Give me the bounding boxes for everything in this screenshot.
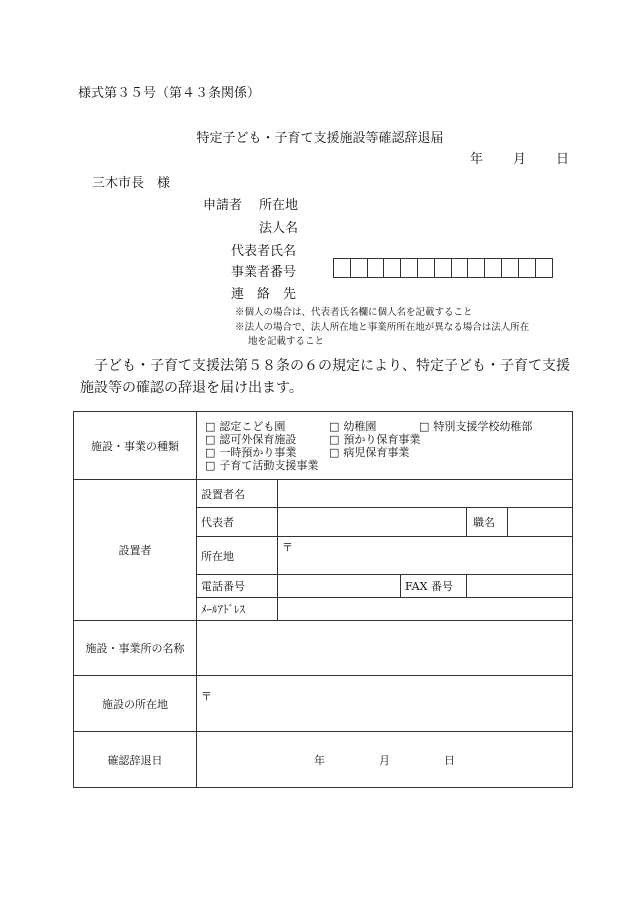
title-label: 職名 xyxy=(467,508,508,536)
checkbox-icon[interactable]: □ xyxy=(205,458,216,472)
type-option-label: 一時預かり事業 xyxy=(219,445,297,459)
email-field[interactable] xyxy=(278,598,573,621)
founder-name-field[interactable] xyxy=(278,480,573,508)
withdrawal-month-label: 月 xyxy=(379,753,390,767)
digit-box[interactable] xyxy=(334,259,351,277)
facility-type-options xyxy=(197,412,573,480)
type-option-label: 病児保育事業 xyxy=(343,445,410,459)
type-option-label: 特別支援学校幼稚部 xyxy=(433,419,533,433)
digit-box[interactable] xyxy=(452,259,469,277)
title-field[interactable] xyxy=(508,508,572,536)
phone-field[interactable] xyxy=(278,575,401,598)
postal-mark: 〒 xyxy=(201,690,212,703)
digit-box[interactable] xyxy=(368,259,385,277)
digit-box[interactable] xyxy=(384,259,401,277)
founder-name-row xyxy=(74,480,573,508)
date-month-label: 月 xyxy=(513,152,527,167)
digit-box[interactable] xyxy=(485,259,502,277)
founder-address-field[interactable] xyxy=(278,537,573,575)
facility-type-row xyxy=(74,412,573,480)
checkbox-icon[interactable]: □ xyxy=(329,432,340,446)
checkbox-icon[interactable]: □ xyxy=(205,432,216,446)
founder-address-label: 所在地 xyxy=(197,537,278,575)
facility-address-field[interactable] xyxy=(197,676,573,732)
type-option-label: 認可外保育施設 xyxy=(219,432,297,446)
digit-box[interactable] xyxy=(519,259,536,277)
withdrawal-form-table xyxy=(73,411,573,788)
checkbox-icon[interactable]: □ xyxy=(419,419,430,433)
digit-box[interactable] xyxy=(502,259,519,277)
corp-name-label: 法人名 xyxy=(259,221,299,236)
digit-box[interactable] xyxy=(435,259,452,277)
contact-label: 連 絡 先 xyxy=(231,287,297,302)
title-cell xyxy=(467,508,573,537)
note-corporation-cont: 地を記載すること xyxy=(248,336,325,347)
rep-name-label: 代表者氏名 xyxy=(231,244,297,259)
note-corporation: ※法人の場合で、法人所在地と事業所所在地が異なる場合は法人所在 xyxy=(235,322,530,333)
form-code: 様式第３５号（第４３条関係） xyxy=(78,86,261,101)
type-option-label: 預かり保育事業 xyxy=(343,432,421,446)
checkbox-icon[interactable]: □ xyxy=(329,445,340,459)
page-title: 特定子ども・子育て支援施設等確認辞退届 xyxy=(196,131,444,146)
facility-address-row xyxy=(74,676,573,732)
digit-box[interactable] xyxy=(536,259,553,277)
type-option-label: 認定こども園 xyxy=(219,419,286,433)
postal-mark: 〒 xyxy=(282,541,293,554)
statement-text: 子ども・子育て支援法第５８条の６の規定により、特定子ども・子育て支援施設等の確認の辞退を届け出ます。 xyxy=(80,358,570,396)
facility-type-label: 施設・事業の種類 xyxy=(74,412,197,480)
representative-field[interactable] xyxy=(278,508,467,537)
founder-label: 設置者 xyxy=(74,480,197,621)
digit-box[interactable] xyxy=(351,259,368,277)
withdrawal-year-label: 年 xyxy=(314,753,325,767)
representative-label: 代表者 xyxy=(197,508,278,537)
facility-name-label: 施設・事業所の名称 xyxy=(74,621,197,676)
digit-box[interactable] xyxy=(468,259,485,277)
submission-date xyxy=(470,148,569,167)
withdrawal-date-field[interactable] xyxy=(197,732,573,788)
email-label: ﾒｰﾙｱﾄﾞﾚｽ xyxy=(197,598,278,621)
founder-name-label: 設置者名 xyxy=(197,480,278,508)
fax-label: FAX 番号 xyxy=(401,575,467,598)
phone-label: 電話番号 xyxy=(197,575,278,598)
withdrawal-day-label: 日 xyxy=(444,753,455,767)
date-year-label: 年 xyxy=(470,152,484,167)
note-individual: ※個人の場合は、代表者氏名欄に個人名を記載すること xyxy=(235,307,473,318)
facility-name-field[interactable] xyxy=(197,621,573,676)
business-number-label: 事業者番号 xyxy=(231,265,297,280)
business-number-boxes[interactable] xyxy=(333,258,553,278)
type-option-label: 子育て活動支援事業 xyxy=(219,458,319,472)
digit-box[interactable] xyxy=(401,259,418,277)
applicant-header: 申請者 xyxy=(203,198,243,213)
withdrawal-date-row xyxy=(74,732,573,788)
checkbox-icon[interactable]: □ xyxy=(329,419,340,433)
checkbox-icon[interactable]: □ xyxy=(205,419,216,433)
type-option-label: 幼稚園 xyxy=(343,419,377,433)
statement xyxy=(80,355,580,399)
fax-field[interactable] xyxy=(467,575,573,598)
applicant-address-label: 所在地 xyxy=(259,198,299,213)
addressee: 三木市長 様 xyxy=(92,176,171,191)
digit-box[interactable] xyxy=(418,259,435,277)
date-day-label: 日 xyxy=(556,152,570,167)
facility-address-label: 施設の所在地 xyxy=(74,676,197,732)
withdrawal-date-label: 確認辞退日 xyxy=(74,732,197,788)
checkbox-icon[interactable]: □ xyxy=(205,445,216,459)
facility-name-row xyxy=(74,621,573,676)
